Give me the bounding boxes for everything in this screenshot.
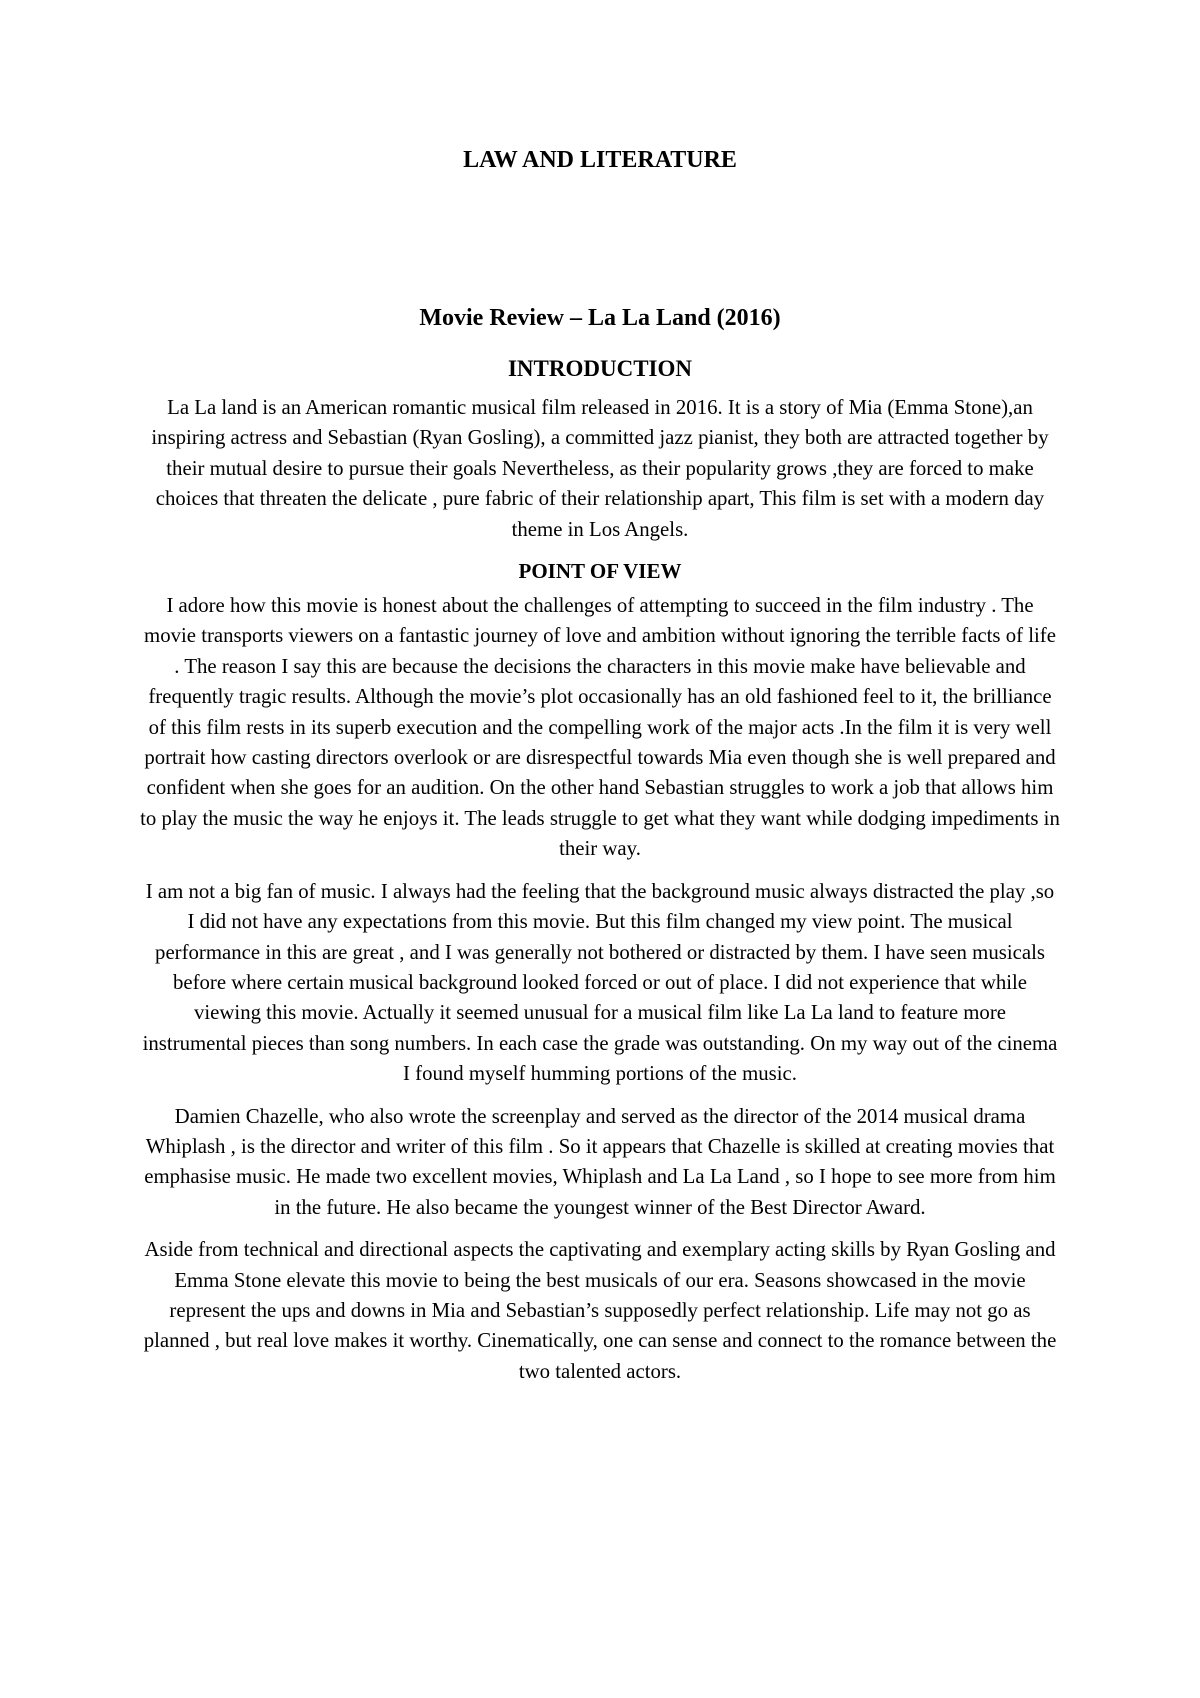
- document-title: LAW AND LITERATURE: [463, 147, 737, 173]
- point-of-view-paragraph-3: Damien Chazelle, who also wrote the screenplay and served as the director of the 2014 musical drama Whiplash , is the director and writer of this film . So it appears that Chazelle is skilled at creating movies that emphasise music. He made two excellent movies, Whiplash and La La Land , so I hope to see more from him in the future. He also became the youngest winner of the Best Director Award.: [144, 1104, 1056, 1219]
- document-body: [140, 355, 1060, 1399]
- introduction-paragraph: La La land is an American romantic musical film released in 2016. It is a story of Mia (Emma Stone),an inspiring actress and Sebastian (Ryan Gosling), a committed jazz pianist, they both are attracted together by their mutual desire to pursue their goals Nevertheless, as their popularity grows ,they are forced to make choices that threaten the delicate , pure fabric of their relationship apart, This film is set with a modern day theme in Los Angels.: [151, 396, 1049, 541]
- point-of-view-paragraph-1: I adore how this movie is honest about the challenges of attempting to succeed in the film industry . The movie transports viewers on a fantastic journey of love and ambition without ignoring the terrible facts of life . The reason I say this are because the decisions the characters in this movie make have believable and frequently tragic results. Although the movie’s plot occasionally has an old fashioned feel to it, the brilliance of this film rests in its superb execution and the compelling work of the major acts .In the film it is very well portrait how casting directors overlook or are disrespectful towards Mia even though she is well prepared and confident when she goes for an audition. On the other hand Sebastian struggles to work a job that allows him to play the music the way he enjoys it. The leads struggle to get what they want while dodging impediments in their way.: [140, 594, 1060, 861]
- review-title: Movie Review – La La Land (2016): [419, 305, 781, 331]
- point-of-view-paragraph-4: Aside from technical and directional aspects the captivating and exemplary acting skills by Ryan Gosling and Emma Stone elevate this movie to being the best musicals of our era. Seasons showcased in the movie represent the ups and downs in Mia and Sebastian’s supposedly perfect relationship. Life may not go as planned , but real love makes it worthy. Cinematically, one can sense and connect to the romance between the two talented actors.: [143, 1238, 1057, 1383]
- point-of-view-heading: POINT OF VIEW: [518, 559, 682, 584]
- introduction-heading: INTRODUCTION: [507, 356, 693, 381]
- point-of-view-paragraph-2: I am not a big fan of music. I always had the feeling that the background music always distracted the play ,so I did not have any expectations from this movie. But this film changed my view point. The musical performance in this are great , and I was generally not bothered or distracted by them. I have seen musicals before where certain musical background looked forced or out of place. I did not experience that while viewing this movie. Actually it seemed unusual for a musical film like La La land to feature more instrumental pieces than song numbers. In each case the grade was outstanding. On my way out of the cinema I found myself humming portions of the music.: [142, 879, 1058, 1086]
